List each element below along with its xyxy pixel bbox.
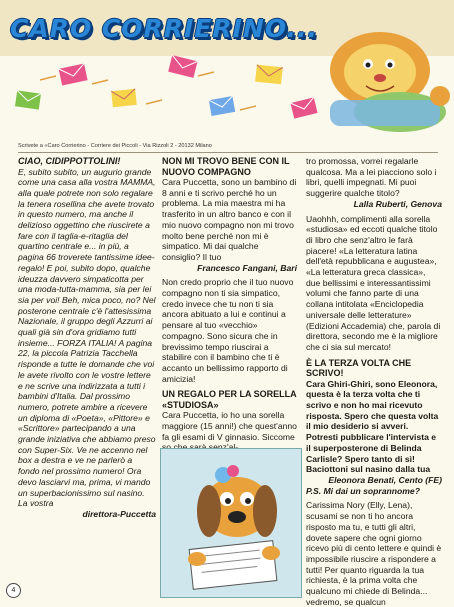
envelope-icon: [111, 89, 137, 107]
masthead-title: CARO CORRIERINO...: [10, 14, 319, 43]
header-illustration: [0, 0, 454, 140]
envelope-icon: [209, 96, 235, 116]
letter-signature: Eleonora Benati, Cento (FE): [328, 474, 442, 485]
letter-signature: Francesco Fangani, Bari: [197, 262, 297, 273]
letter-text: Cara Ghiri-Ghiri, sono Eleonora, questa è la terza volta che ti scrivo e non ho mai ricevuto risposta. Spero che questa volta il mio desiderio si avveri. Potresti pubblicare l'intervista e il superposterone di Belinda Carlisle? Spero tanto di sì! Baciottoni sul nasino dalla tua: [306, 378, 439, 475]
envelope-icon: [255, 65, 283, 85]
lion-mascot-icon: [330, 32, 450, 132]
reply-text: Carissima Nory (Elly, Lena), scusami se non ti ho ancora risposto ma tu, e tutti gli altri, dovete sapere che ogni giorno ricevo più di cento lettere e quindi è impossibile riuscire a rispondere a tutti! Per quanto riguarda la tua richiesta, è la prima volta che qualcuno mi chiede di Belinda... vedremo, se qualcun: [306, 500, 442, 607]
reply-text: Non credo proprio che il tuo nuovo compagno non ti sia simpatico, credo invece che tu non ti sia ancora abituato a lui e continui a pensare al tuo «vecchio» compagno. Sono sicura che in brevissimo tempo riuscirai a stabilire con il bambino che ti è accanto un bellissimo rapporto di amicizia!: [162, 277, 294, 384]
envelope-icon: [290, 97, 317, 118]
letter-text: Cara Puccetta, sono un bambino di 8 anni e ti scrivo perché ho un problema. La mia maestra mi ha trasferito in un altro banco e con il mio nuovo compagno non mi trovo molto bene perché non mi è simpatico. Mi dai qualche consiglio? Il tuo: [162, 177, 297, 262]
editorial-signature: direttora-Puccetta: [82, 509, 156, 519]
postscript: P.S. Mi dai un soprannome?: [306, 485, 420, 496]
editorial-heading: CIAO, CIDIPPOTTOLINI!: [18, 156, 121, 166]
letter-heading: NON MI TROVO BENE CON IL NUOVO COMPAGNO: [162, 156, 290, 177]
letter-heading: È LA TERZA VOLTA CHE SCRIVO!: [306, 357, 412, 379]
letters-column-middle: [162, 156, 297, 453]
letter-signature: Lalla Ruberti, Genova: [353, 198, 442, 209]
letter-text: tro promossa, vorrei regalarle qualcosa. Ma a lei piacciono solo i libri, quelli impegnati. Mi puoi suggerire qualche titolo?: [306, 156, 437, 199]
dog-reading-icon: [161, 449, 301, 597]
reply-text: Uaohhh, complimenti alla sorella «studiosa» ed eccoti qualche titolo di libro che senz'altro le farà piacere! «La letteratura latina dell'età repubblicana e augustea», «La letteratura greca classica», due bellissimi e interessantissimi volumi che fanno parte di una collana intitolata «Enciclopedia universale delle letterature» (Edizioni Accademia) che, parola di direttora, secondo me è la migliore che ci sia sul mercato!: [306, 213, 441, 352]
editorial-body: E, subito subito, un augurio grande come una casa alla vostra MAMMA, alla quale potrete non solo regalare la tenera rosellina che avete trovato in questo numero, ma anche il delizioso oggettino che riuscirete a fare con il taglia-e-ritaglia del quartino centrale e... in più, a pagina 66 troverete tantissime idee-regalo! E poi, subito dopo, qualche ideuzza davvero simpaticotta per una moda-tutta-mamma, sia per lei sia per voi! Beh, mica poco, no? Nel posterone centrale c'è l'attesissima Nazionale, il gruppo degli Azzurri ai quali già sin d'ora gridiamo tutti insieme... FORZA ITALIA! A pagina 22, la piccola Patrizia Tacchella risponde a tutte le domande che voi le avete rivolto con le vostre lettere e ne scrive una indirizzata a tutti i bambini d'Italia. Dal prossimo numero, potrete ambire a ricevere un diploma di «Poeta», «Pittore» e «Scrittore» partecipando a una grande iniziativa che abbiamo preso con Super-Six. Ve ne accenno nel box a destra e ve ne parlerò a fondo nel prossimo numero! Ora devo lasciarvi ma, prima, vi mando un superbacionissimo sul nasino. La vostra: [18, 166, 156, 509]
letter-text: Cara Puccetta, io ho una sorella maggiore (15 anni!) che quest'anno fa gli esami di V ginnasio. Siccome: [162, 410, 297, 442]
envelope-icon: [15, 90, 41, 109]
address-line: Scrivete a «Caro Corrierino - Corriere dei Piccoli - Via Rizzoli 2 - 20132 Milano: [18, 143, 212, 149]
dog-reading-illustration: [160, 448, 302, 598]
envelope-icon: [168, 55, 197, 78]
divider: [18, 152, 438, 153]
header-art: [0, 0, 454, 140]
page-number: 4: [6, 583, 21, 598]
envelope-icon: [59, 63, 88, 85]
letter-heading: UN REGALO PER LA SORELLA «STUDIOSA»: [162, 389, 297, 410]
editorial-column: [18, 156, 156, 520]
letters-column-right: [306, 156, 442, 607]
